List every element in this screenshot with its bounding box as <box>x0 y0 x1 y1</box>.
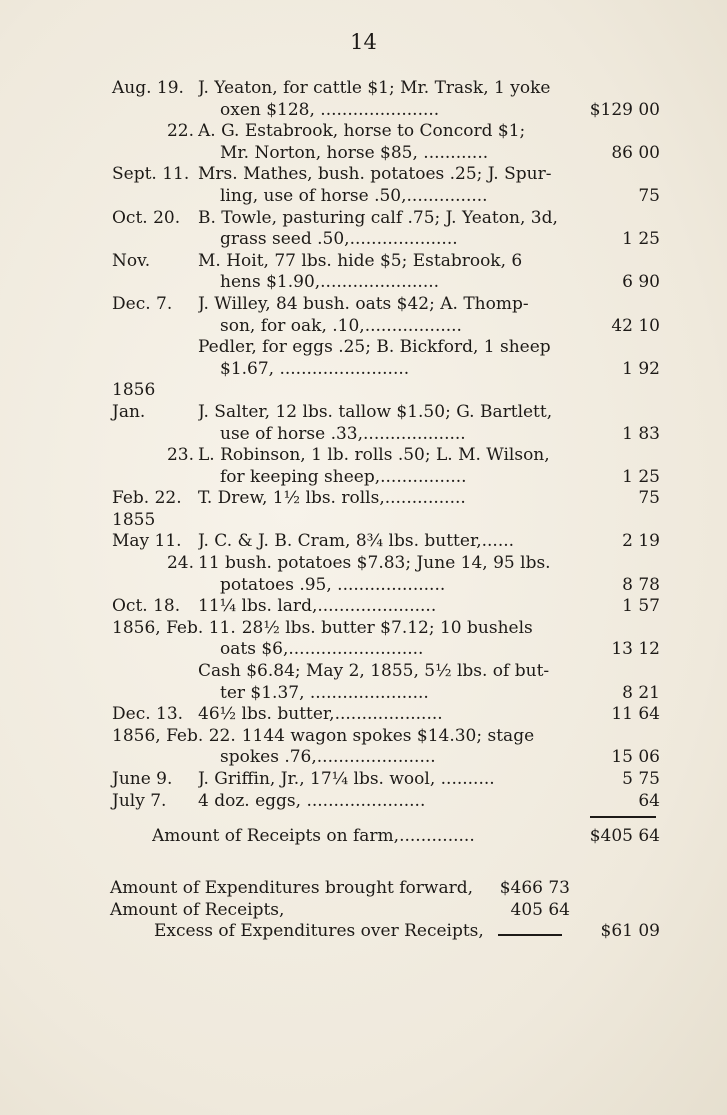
receipts-label: Amount of Receipts, <box>110 899 285 920</box>
entry-description: 46½ lbs. butter,.................... <box>198 704 443 725</box>
ledger-entry-line <box>112 229 660 251</box>
entry-description: J. Griffin, Jr., 17¼ lbs. wool, .......... <box>198 769 495 789</box>
entry-amount: 8 21 <box>622 682 660 703</box>
ledger-entry-line <box>112 683 660 705</box>
year-label: 1856 <box>112 380 156 401</box>
year-heading <box>112 510 660 532</box>
entry-description: potatoes .95, .................... <box>220 574 446 595</box>
entry-amount: 2 19 <box>622 531 660 552</box>
ledger-entry-line <box>112 337 660 359</box>
entry-description: J. C. & J. B. Cram, 8¾ lbs. butter,...... <box>198 531 515 552</box>
ledger-entry-line <box>112 747 660 769</box>
entry-description: B. Towle, pasturing calf .75; J. Yeaton, 3d, <box>198 207 558 228</box>
entry-amount: 1 25 <box>622 229 660 250</box>
entry-amount: 15 06 <box>611 747 660 768</box>
entry-date: 1856, Feb. 22. <box>112 725 236 746</box>
entry-description: Mrs. Mathes, bush. potatoes .25; J. Spur- <box>198 164 552 185</box>
ledger-entry-line <box>112 208 660 230</box>
total-rule <box>590 816 656 818</box>
ledger-entry-line <box>112 488 660 510</box>
entry-date: Nov. <box>112 250 151 271</box>
entry-description: for keeping sheep,................ <box>220 466 467 487</box>
ledger-entry-line <box>112 402 660 424</box>
entry-description: ter $1.37, ...................... <box>220 682 429 703</box>
entry-description: T. Drew, 1½ lbs. rolls,............... <box>198 488 466 509</box>
ledger-entry-line <box>112 121 660 143</box>
entry-amount: 6 90 <box>622 272 660 293</box>
entry-description: oxen $128, ...................... <box>220 99 440 120</box>
year-heading <box>112 380 660 402</box>
ledger-entry-line <box>112 531 660 553</box>
entry-date: Sept. 11. <box>112 164 190 185</box>
entry-description: 11¼ lbs. lard,...................... <box>198 596 437 617</box>
ledger-entry-line <box>112 78 660 100</box>
ledger-entry-line <box>112 143 660 165</box>
entry-description: J. Salter, 12 lbs. tallow $1.50; G. Bartlett, <box>198 401 553 422</box>
ledger-entry-line <box>112 359 660 381</box>
entry-amount: 11 64 <box>611 704 660 725</box>
entry-description: J. Yeaton, for cattle $1; Mr. Trask, 1 yoke <box>198 78 551 98</box>
entry-description: hens $1.90,...................... <box>220 272 440 293</box>
entry-description: Pedler, for eggs .25; B. Bickford, 1 sheep <box>198 337 551 358</box>
entry-date: 24. <box>166 553 194 574</box>
ledger-entry-line <box>112 791 660 813</box>
excess-label: Excess of Expenditures over Receipts, <box>154 921 484 942</box>
ledger-entry-line <box>112 553 660 575</box>
entry-description: A. G. Estabrook, horse to Concord $1; <box>198 121 526 142</box>
entry-amount: 64 <box>638 790 660 811</box>
entry-date: July 7. <box>112 790 167 811</box>
excess-dash-rule <box>498 934 562 936</box>
total-label: Amount of Receipts on farm,.............. <box>152 826 475 847</box>
ledger-entry-line <box>112 186 660 208</box>
ledger-entry-line <box>112 294 660 316</box>
entry-description: Cash $6.84; May 2, 1855, 5½ lbs. of but- <box>198 661 550 682</box>
summary-expenditures-row <box>110 878 660 900</box>
receipts-ledger <box>112 78 660 848</box>
year-label: 1855 <box>112 509 156 530</box>
entry-description: grass seed .50,.................... <box>220 229 458 250</box>
entry-description: oats $6,......................... <box>220 639 424 660</box>
receipts-total-row <box>112 826 660 848</box>
entry-description: spokes .76,...................... <box>220 747 436 768</box>
entry-amount: 42 10 <box>611 315 660 336</box>
ledger-entry-line <box>112 704 660 726</box>
entry-amount: 75 <box>638 185 660 206</box>
summary-block <box>110 878 660 943</box>
ledger-entry-line <box>112 575 660 597</box>
ledger-entry-line <box>112 445 660 467</box>
ledger-entry-line <box>112 251 660 273</box>
ledger-entry-line <box>112 661 660 683</box>
expenditures-label: Amount of Expenditures brought forward, <box>110 878 474 898</box>
ledger-entry-line <box>112 316 660 338</box>
entry-description: 11 bush. potatoes $7.83; June 14, 95 lbs. <box>198 553 551 574</box>
entry-description: J. Willey, 84 bush. oats $42; A. Thomp- <box>198 293 529 314</box>
entry-description: L. Robinson, 1 lb. rolls .50; L. M. Wilson, <box>198 445 550 466</box>
entry-amount: 1 92 <box>622 358 660 379</box>
ledger-entry-line <box>112 272 660 294</box>
receipts-value: 405 64 <box>510 899 570 920</box>
entry-date: 22. <box>166 121 194 142</box>
entry-date: Oct. 18. <box>112 596 181 617</box>
entry-description: $1.67, ........................ <box>220 358 410 379</box>
ledger-entry-line <box>112 596 660 618</box>
entry-description: son, for oak, .10,.................. <box>220 315 462 336</box>
entry-amount: 75 <box>638 488 660 509</box>
entry-date: 23. <box>166 445 194 466</box>
entry-amount: 8 78 <box>622 574 660 595</box>
total-amount: $405 64 <box>589 826 660 847</box>
summary-receipts-row <box>110 900 660 922</box>
ledger-entry-line <box>112 164 660 186</box>
entry-date: May 11. <box>112 531 182 552</box>
ledger-entry-line <box>112 639 660 661</box>
ledger-entry-line <box>112 100 660 122</box>
entry-date: 1856, Feb. 11. <box>112 617 236 638</box>
entry-description: 28½ lbs. butter $7.12; 10 bushels <box>241 617 533 638</box>
entry-amount: 1 57 <box>622 596 660 617</box>
entry-description: Mr. Norton, horse $85, ............ <box>220 142 489 163</box>
entry-amount: 1 25 <box>622 466 660 487</box>
ledger-entry-line <box>112 424 660 446</box>
entry-amount: 13 12 <box>611 639 660 660</box>
entry-amount: $129 00 <box>589 99 660 120</box>
ledger-entry-line <box>112 769 660 791</box>
entry-date: Oct. 20. <box>112 207 181 228</box>
entry-description: ling, use of horse .50,............... <box>220 185 488 206</box>
entry-date: Feb. 22. <box>112 488 182 509</box>
entry-description: M. Hoit, 77 lbs. hide $5; Estabrook, 6 <box>198 250 523 271</box>
entry-date: Dec. 7. <box>112 293 173 314</box>
excess-value: $61 09 <box>600 921 660 942</box>
ledger-entry-line <box>112 618 660 640</box>
entry-date: Dec. 13. <box>112 704 184 725</box>
entry-date: June 9. <box>112 769 173 789</box>
entry-amount: 1 83 <box>622 423 660 444</box>
ledger-entry-line <box>112 467 660 489</box>
entry-date: Jan. <box>112 401 146 422</box>
entry-description: 4 doz. eggs, ...................... <box>198 790 426 811</box>
ledger-entry-line <box>112 726 660 748</box>
entry-description: use of horse .33,................... <box>220 423 466 444</box>
entry-amount: 86 00 <box>611 142 660 163</box>
summary-excess-row <box>110 921 660 943</box>
entry-date: Aug. 19. <box>112 78 184 98</box>
entry-description: 1144 wagon spokes $14.30; stage <box>241 725 535 746</box>
expenditures-value: $466 73 <box>499 878 570 898</box>
page-number: 14 <box>350 30 377 54</box>
entry-amount: 5 75 <box>622 769 660 789</box>
